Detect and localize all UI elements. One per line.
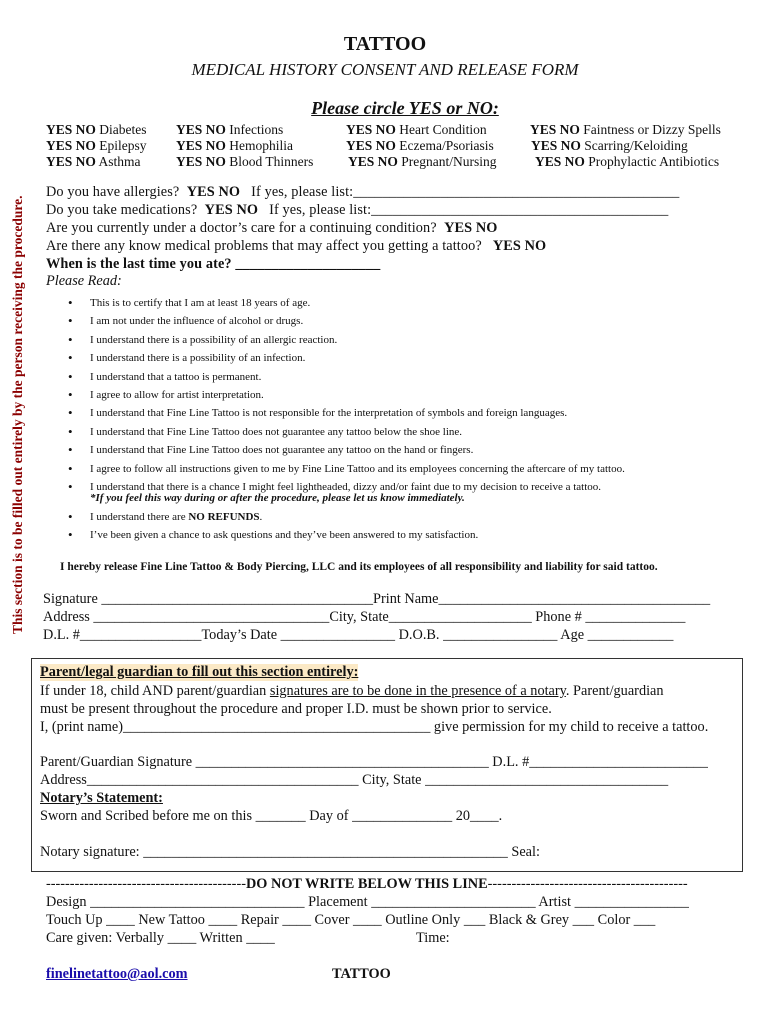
statement-item: • I’ve been given a chance to ask questions and they’ve been answered to my satisfaction. [66, 526, 625, 544]
question-last-ate[interactable]: When is the last time you ate? ____________________ [46, 256, 381, 272]
form-title: TATTOO [343, 33, 427, 55]
guardian-address-line[interactable]: Address______________________________________ City, State __________________________________ [40, 772, 669, 788]
vertical-instruction-note: This section is to be filled out entirely by the person receiving the procedure. [10, 195, 25, 634]
condition-heart[interactable]: YES NO Heart Condition [346, 122, 487, 137]
statement-item: • I am not under the influence of alcohol or drugs. [66, 312, 625, 330]
office-use-divider: ------------------------------------------DO NOT WRITE BELOW THIS LINE------------------------------------------ [46, 876, 688, 892]
statement-item: • I understand that Fine Line Tattoo does not guarantee any tattoo on the hand or fingers. [66, 441, 625, 459]
consent-statements [66, 294, 625, 545]
guardian-section-title: Parent/legal guardian to fill out this section entirely: [40, 664, 359, 680]
guardian-signature-line[interactable]: Parent/Guardian Signature _________________________________________ D.L. #_________________________ [40, 754, 708, 770]
condition-asthma[interactable]: YES NO Asthma [46, 154, 141, 169]
statement-item [66, 478, 625, 508]
no-refunds-text: NO REFUNDS [188, 510, 260, 523]
statement-item: • I understand that Fine Line Tattoo is not responsible for the interpretation of symbols and foreign languages. [66, 404, 625, 422]
condition-epilepsy[interactable]: YES NO Epilepsy [46, 138, 147, 153]
guardian-print-name-line[interactable]: I, (print name)___________________________________________ give permission for my child to receive a tattoo. [40, 719, 709, 735]
statement-item: • I understand that a tattoo is permanent. [66, 368, 625, 386]
guardian-section [31, 658, 743, 872]
condition-faintness[interactable]: YES NO Faintness or Dizzy Spells [530, 122, 721, 137]
form-subtitle: MEDICAL HISTORY CONSENT AND RELEASE FORM [191, 60, 579, 79]
question-medications[interactable]: Do you take medications? YES NO If yes, please list:_________________________________________ [46, 202, 669, 218]
statement-item: • This is to certify that I am at least 18 years of age. [66, 294, 625, 312]
notary-statement-title: Notary’s Statement: [40, 790, 163, 806]
condition-scarring[interactable]: YES NO Scarring/Keloiding [531, 138, 688, 153]
statement-item: • I agree to allow for artist interpretation. [66, 386, 625, 404]
office-time-label[interactable]: Time: [416, 930, 450, 946]
guardian-notary-instruction: If under 18, child AND parent/guardian signatures are to be done in the presence of a notary. Parent/guardian [40, 683, 664, 699]
contact-email-link[interactable]: finelinetattoo@aol.com [46, 966, 188, 982]
circle-prompt: Please circle YES or NO: [311, 98, 499, 118]
condition-eczema[interactable]: YES NO Eczema/Psoriasis [346, 138, 494, 153]
condition-hemophilia[interactable]: YES NO Hemophilia [176, 138, 294, 153]
release-statement: I hereby release Fine Line Tattoo & Body Piercing, LLC and its employees of all responsibility and liability for said tattoo. [60, 561, 658, 573]
condition-blood-thinners[interactable]: YES NO Blood Thinners [176, 154, 314, 169]
office-care-line[interactable]: Care given: Verbally ____ Written ____ [46, 930, 275, 946]
client-signature-line[interactable]: Signature ______________________________________Print Name______________________________________ [43, 591, 711, 607]
condition-diabetes[interactable]: YES NO Diabetes [46, 122, 147, 137]
client-address-line[interactable]: Address _________________________________City, State____________________ Phone # ______________ [43, 609, 686, 625]
office-design-line[interactable]: Design ______________________________ Placement _______________________ Artist ________________ [46, 894, 689, 910]
statement-item: • I understand there are NO REFUNDS. [66, 508, 625, 526]
statement-item: • I understand there is a possibility of an infection. [66, 349, 625, 367]
condition-pregnant[interactable]: YES NO Pregnant/Nursing [348, 154, 497, 169]
question-doctor-care[interactable]: Are you currently under a doctor’s care for a continuing condition? YES NO [46, 220, 498, 236]
client-id-line[interactable]: D.L. #_________________Today’s Date ________________ D.O.B. ________________ Age ____________ [43, 627, 674, 643]
notary-sworn-line[interactable]: Sworn and Scribed before me on this _______ Day of ______________ 20____. [40, 808, 503, 824]
condition-antibiotics[interactable]: YES NO Prophylactic Antibiotics [535, 154, 720, 169]
question-allergies[interactable]: Do you have allergies? YES NO If yes, please list:_____________________________________________ [46, 184, 680, 200]
guardian-presence-instruction: must be present throughout the procedure and proper I.D. must be shown prior to service. [40, 701, 552, 717]
footer-title: TATTOO [332, 966, 391, 982]
statement-text: I understand that there is a chance I might feel lightheaded, dizzy and/or faint due to my decision to receive a tattoo. [90, 480, 602, 493]
statement-item: • I understand that Fine Line Tattoo does not guarantee any tattoo below the shoe line. [66, 423, 625, 441]
condition-infections[interactable]: YES NO Infections [176, 122, 284, 137]
notary-signature-line[interactable]: Notary signature: ___________________________________________________ Seal: [40, 844, 540, 860]
statement-note: *If you feel this way during or after the procedure, please let us know immediately. [90, 492, 465, 505]
please-read-label: Please Read: [46, 273, 122, 289]
question-medical-problems[interactable]: Are there any know medical problems that may affect you getting a tattoo? YES NO [46, 238, 547, 254]
statement-item: • I understand there is a possibility of an allergic reaction. [66, 331, 625, 349]
statement-item: • I agree to follow all instructions given to me by Fine Line Tattoo and its employees concerning the aftercare of my tattoo. [66, 460, 625, 478]
office-service-line[interactable]: Touch Up ____ New Tattoo ____ Repair ____ Cover ____ Outline Only ___ Black & Grey ___ Color ___ [46, 912, 656, 928]
